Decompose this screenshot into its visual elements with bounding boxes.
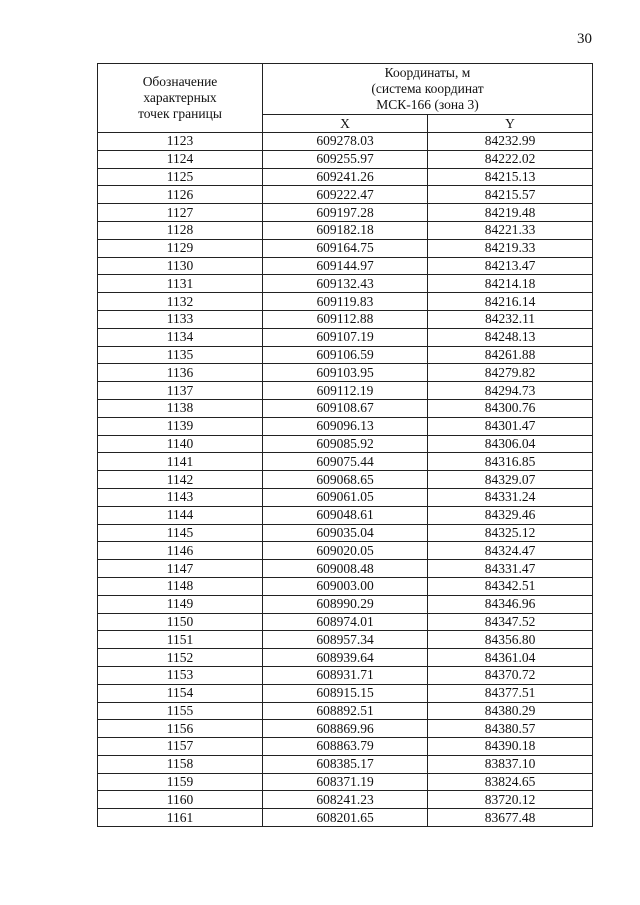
y-coordinate-cell: 84248.13 [428, 328, 593, 346]
x-coordinate-cell: 609222.47 [263, 186, 428, 204]
x-coordinate-cell: 609182.18 [263, 221, 428, 239]
table-row [98, 577, 593, 595]
table-row [98, 631, 593, 649]
table-row [98, 702, 593, 720]
x-coordinate-cell: 608915.15 [263, 684, 428, 702]
header-name-line: точек границы [138, 106, 222, 121]
point-id-cell: 1146 [98, 542, 263, 560]
point-id-cell: 1139 [98, 417, 263, 435]
y-coordinate-cell: 84370.72 [428, 666, 593, 684]
x-coordinate-cell: 609085.92 [263, 435, 428, 453]
table-row [98, 328, 593, 346]
point-id-cell: 1156 [98, 720, 263, 738]
y-coordinate-cell: 83824.65 [428, 773, 593, 791]
point-id-cell: 1151 [98, 631, 263, 649]
point-id-cell: 1136 [98, 364, 263, 382]
point-id-cell: 1150 [98, 613, 263, 631]
point-id-cell: 1128 [98, 221, 263, 239]
x-coordinate-cell: 608201.65 [263, 809, 428, 827]
x-coordinate-cell: 608385.17 [263, 755, 428, 773]
table-row [98, 168, 593, 186]
header-coordinates [263, 64, 593, 115]
point-id-cell: 1134 [98, 328, 263, 346]
table-row [98, 221, 593, 239]
table-row [98, 471, 593, 489]
table-row [98, 560, 593, 578]
page-number: 30 [577, 31, 592, 47]
y-coordinate-cell: 84380.29 [428, 702, 593, 720]
point-id-cell: 1148 [98, 577, 263, 595]
x-coordinate-cell: 609255.97 [263, 150, 428, 168]
y-coordinate-cell: 84329.46 [428, 506, 593, 524]
y-coordinate-cell: 83720.12 [428, 791, 593, 809]
x-coordinate-cell: 608863.79 [263, 738, 428, 756]
x-coordinate-cell: 608869.96 [263, 720, 428, 738]
x-coordinate-cell: 608241.23 [263, 791, 428, 809]
header-point-name [98, 64, 263, 133]
header-name-line: Обозначение [142, 74, 218, 89]
point-id-cell: 1133 [98, 310, 263, 328]
point-id-cell: 1155 [98, 702, 263, 720]
y-coordinate-cell: 84214.18 [428, 275, 593, 293]
x-coordinate-cell: 609107.19 [263, 328, 428, 346]
table-row [98, 791, 593, 809]
point-id-cell: 1144 [98, 506, 263, 524]
table-row [98, 417, 593, 435]
y-coordinate-cell: 84361.04 [428, 649, 593, 667]
point-id-cell: 1141 [98, 453, 263, 471]
y-coordinate-cell: 83677.48 [428, 809, 593, 827]
x-coordinate-cell: 609112.88 [263, 310, 428, 328]
header-x: X [263, 115, 428, 133]
table-row [98, 257, 593, 275]
y-coordinate-cell: 84215.57 [428, 186, 593, 204]
x-coordinate-cell: 609096.13 [263, 417, 428, 435]
point-id-cell: 1125 [98, 168, 263, 186]
point-id-cell: 1123 [98, 133, 263, 151]
point-id-cell: 1145 [98, 524, 263, 542]
table-row [98, 773, 593, 791]
point-id-cell: 1161 [98, 809, 263, 827]
point-id-cell: 1157 [98, 738, 263, 756]
y-coordinate-cell: 84261.88 [428, 346, 593, 364]
x-coordinate-cell: 609106.59 [263, 346, 428, 364]
table-row [98, 524, 593, 542]
table-row [98, 133, 593, 151]
point-id-cell: 1135 [98, 346, 263, 364]
y-coordinate-cell: 84306.04 [428, 435, 593, 453]
header-coords-line: Координаты, м [384, 65, 471, 80]
y-coordinate-cell: 84347.52 [428, 613, 593, 631]
table-row [98, 310, 593, 328]
x-coordinate-cell: 609020.05 [263, 542, 428, 560]
point-id-cell: 1159 [98, 773, 263, 791]
table-row [98, 506, 593, 524]
x-coordinate-cell: 608974.01 [263, 613, 428, 631]
table-row [98, 488, 593, 506]
y-coordinate-cell: 84219.48 [428, 204, 593, 222]
table-row [98, 204, 593, 222]
x-coordinate-cell: 609108.67 [263, 399, 428, 417]
x-coordinate-cell: 608939.64 [263, 649, 428, 667]
x-coordinate-cell: 609119.83 [263, 293, 428, 311]
y-coordinate-cell: 84377.51 [428, 684, 593, 702]
y-coordinate-cell: 84346.96 [428, 595, 593, 613]
table-row [98, 239, 593, 257]
table-row [98, 399, 593, 417]
table-row [98, 684, 593, 702]
x-coordinate-cell: 609112.19 [263, 382, 428, 400]
table-row [98, 613, 593, 631]
table-row [98, 542, 593, 560]
x-coordinate-cell: 609278.03 [263, 133, 428, 151]
table-row [98, 186, 593, 204]
point-id-cell: 1132 [98, 293, 263, 311]
coordinates-table [97, 63, 593, 827]
y-coordinate-cell: 84222.02 [428, 150, 593, 168]
y-coordinate-cell: 84331.47 [428, 560, 593, 578]
table-row [98, 755, 593, 773]
table-row [98, 738, 593, 756]
x-coordinate-cell: 608371.19 [263, 773, 428, 791]
table-row [98, 346, 593, 364]
table-row [98, 809, 593, 827]
point-id-cell: 1127 [98, 204, 263, 222]
table-row [98, 293, 593, 311]
y-coordinate-cell: 84215.13 [428, 168, 593, 186]
x-coordinate-cell: 609075.44 [263, 453, 428, 471]
header-row-main [98, 64, 593, 115]
y-coordinate-cell: 84279.82 [428, 364, 593, 382]
y-coordinate-cell: 84221.33 [428, 221, 593, 239]
point-id-cell: 1129 [98, 239, 263, 257]
y-coordinate-cell: 84331.24 [428, 488, 593, 506]
point-id-cell: 1130 [98, 257, 263, 275]
header-name-line: характерных [143, 90, 217, 105]
x-coordinate-cell: 609103.95 [263, 364, 428, 382]
x-coordinate-cell: 609068.65 [263, 471, 428, 489]
y-coordinate-cell: 84390.18 [428, 738, 593, 756]
y-coordinate-cell: 84301.47 [428, 417, 593, 435]
table-body [98, 133, 593, 827]
y-coordinate-cell: 84294.73 [428, 382, 593, 400]
point-id-cell: 1131 [98, 275, 263, 293]
y-coordinate-cell: 84300.76 [428, 399, 593, 417]
x-coordinate-cell: 608957.34 [263, 631, 428, 649]
table-row [98, 649, 593, 667]
x-coordinate-cell: 609035.04 [263, 524, 428, 542]
y-coordinate-cell: 84213.47 [428, 257, 593, 275]
y-coordinate-cell: 83837.10 [428, 755, 593, 773]
x-coordinate-cell: 608892.51 [263, 702, 428, 720]
table-row [98, 150, 593, 168]
table-row [98, 720, 593, 738]
x-coordinate-cell: 608931.71 [263, 666, 428, 684]
point-id-cell: 1153 [98, 666, 263, 684]
header-y: Y [428, 115, 593, 133]
y-coordinate-cell: 84316.85 [428, 453, 593, 471]
point-id-cell: 1126 [98, 186, 263, 204]
y-coordinate-cell: 84232.99 [428, 133, 593, 151]
table-header [98, 64, 593, 133]
x-coordinate-cell: 609008.48 [263, 560, 428, 578]
point-id-cell: 1152 [98, 649, 263, 667]
point-id-cell: 1143 [98, 488, 263, 506]
point-id-cell: 1147 [98, 560, 263, 578]
y-coordinate-cell: 84232.11 [428, 310, 593, 328]
x-coordinate-cell: 609061.05 [263, 488, 428, 506]
point-id-cell: 1137 [98, 382, 263, 400]
header-coords-line: (система координат [371, 81, 484, 96]
table-row [98, 666, 593, 684]
point-id-cell: 1138 [98, 399, 263, 417]
x-coordinate-cell: 609164.75 [263, 239, 428, 257]
point-id-cell: 1149 [98, 595, 263, 613]
y-coordinate-cell: 84356.80 [428, 631, 593, 649]
y-coordinate-cell: 84380.57 [428, 720, 593, 738]
point-id-cell: 1160 [98, 791, 263, 809]
x-coordinate-cell: 609003.00 [263, 577, 428, 595]
y-coordinate-cell: 84329.07 [428, 471, 593, 489]
table-row [98, 364, 593, 382]
x-coordinate-cell: 609132.43 [263, 275, 428, 293]
point-id-cell: 1140 [98, 435, 263, 453]
point-id-cell: 1158 [98, 755, 263, 773]
y-coordinate-cell: 84342.51 [428, 577, 593, 595]
x-coordinate-cell: 609241.26 [263, 168, 428, 186]
x-coordinate-cell: 609048.61 [263, 506, 428, 524]
point-id-cell: 1154 [98, 684, 263, 702]
table-row [98, 382, 593, 400]
y-coordinate-cell: 84325.12 [428, 524, 593, 542]
x-coordinate-cell: 609197.28 [263, 204, 428, 222]
point-id-cell: 1124 [98, 150, 263, 168]
table-row [98, 275, 593, 293]
y-coordinate-cell: 84219.33 [428, 239, 593, 257]
header-coords-line: МСК-166 (зона 3) [376, 97, 479, 112]
point-id-cell: 1142 [98, 471, 263, 489]
y-coordinate-cell: 84216.14 [428, 293, 593, 311]
x-coordinate-cell: 608990.29 [263, 595, 428, 613]
x-coordinate-cell: 609144.97 [263, 257, 428, 275]
table-row [98, 435, 593, 453]
table-row [98, 453, 593, 471]
y-coordinate-cell: 84324.47 [428, 542, 593, 560]
table-row [98, 595, 593, 613]
